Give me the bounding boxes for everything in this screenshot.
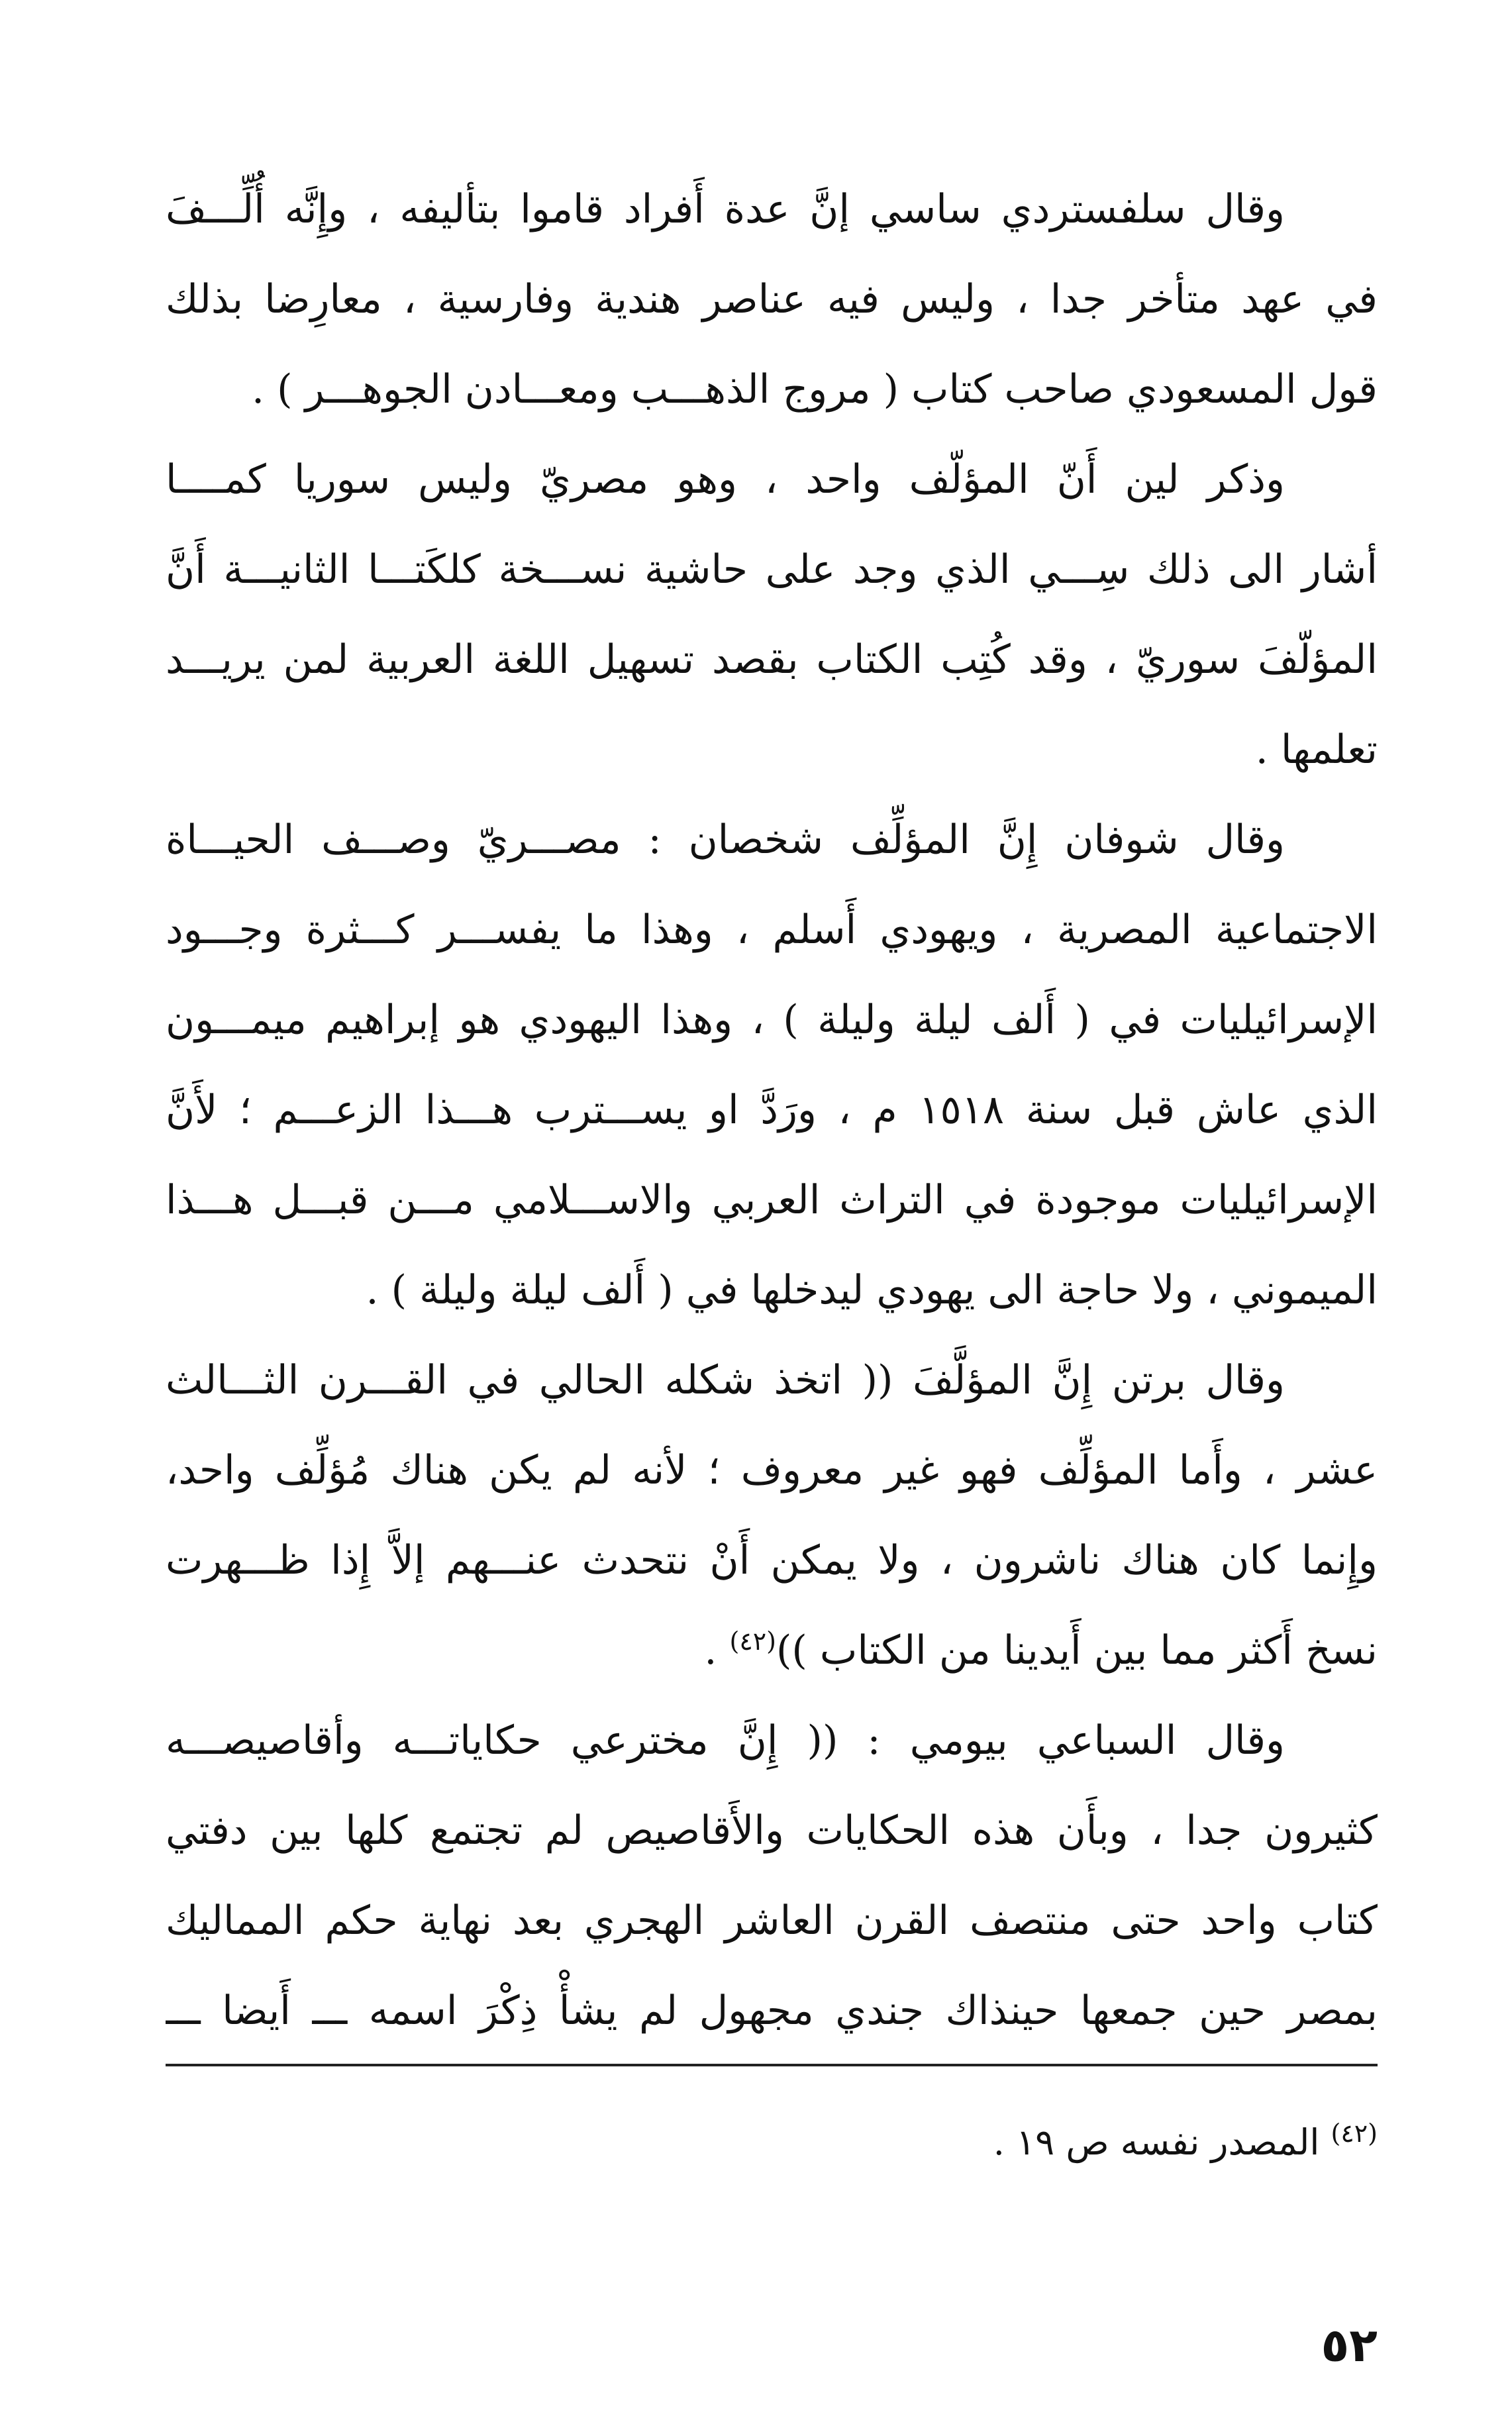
footnote-marker: (٤٢) (1331, 2119, 1378, 2148)
text-line: وذكر لين أَنّ المؤلّف واحد ، وهو مصريّ وليس سوريا كمــــا (166, 456, 1285, 503)
text-line: بمصر حين جمعها حينذاك جندي مجهول لم يشأْ ذِكْرَ اسمه ـــ أَيضا ـــ (166, 1988, 1378, 2034)
line-tail: . (704, 1627, 730, 1674)
text-line: الميموني ، ولا حاجة الى يهودي ليدخلها في ( أَلف ليلة وليلة ) . (366, 1267, 1378, 1313)
text-line: الإسرائيليات في ( أَلف ليلة وليلة ) ، وهذا اليهودي هو إبراهيم ميمـــون (166, 997, 1378, 1043)
page-number: ٥٢ (1321, 2318, 1378, 2372)
text-line: وقال برتن إِنَّ المؤلَّفَ (( اتخذ شكله الحالي في القـــرن الثـــالث (166, 1357, 1285, 1403)
line-text: نسخ أَكثر مما بين أَيدينا من الكتاب )) (776, 1627, 1378, 1674)
text-line: أشار الى ذلك سِـــي الذي وجد على حاشية نســـخة كلكَتـــا الثانيـــة أَنَّ (166, 546, 1378, 593)
text-line: الذي عاش قبل سنة ١٥١٨ م ، ورَدَّ او يســـترب هـــذا الزعـــم ؛ لأَنَّ (166, 1087, 1378, 1133)
text-line: في عهد متأخر جدا ، وليس فيه عناصر هندية وفارسية ، معارِضا بذلك (166, 276, 1378, 323)
text-line: الإسرائيليات موجودة في التراث العربي والاســـلامي مـــن قبـــل هـــذا (166, 1177, 1378, 1223)
text-line: وإِنما كان هناك ناشرون ، ولا يمكن أَنْ نتحدث عنـــهم إلاَّ إِذا ظـــهرت (166, 1537, 1378, 1584)
text-line: تعلمها . (1255, 727, 1378, 773)
body-text (166, 164, 1378, 2056)
footnote-reference: (٤٢) (729, 1627, 776, 1656)
text-line: عشر ، وأَما المؤلِّف فهو غير معروف ؛ لأنه لم يكن هناك مُؤلِّف واحد، (166, 1447, 1378, 1493)
text-line: وقال سلفستردي ساسي إنَّ عدة أَفراد قاموا بتأليفه ، وإِنَّه أُلِّـــفَ (166, 186, 1285, 232)
text-line: وقال السباعي بيومي : (( إِنَّ مخترعي حكاياتـــه وأقاصيصـــه (166, 1717, 1285, 1764)
text-line-with-footnote (166, 1605, 1378, 1696)
text-line: كثيرون جدا ، وبأَن هذه الحكايات والأَقاصيص لم تجتمع كلها بين دفتي (166, 1807, 1378, 1854)
text-line: المؤلّفَ سوريّ ، وقد كُتِب الكتاب بقصد تسهيل اللغة العربية لمن يريـــد (166, 636, 1378, 683)
text-line: قول المسعودي صاحب كتاب ( مروج الذهـــب ومعـــادن الجوهـــر ) . (251, 366, 1378, 413)
text-line: الاجتماعية المصرية ، ويهودي أَسلم ، وهذا ما يفســـر كـــثرة وجـــود (166, 907, 1378, 953)
text-line: وقال شوفان إِنَّ المؤلِّف شخصان : مصـــريّ وصـــف الحيـــاة (166, 817, 1285, 863)
footnote (166, 2113, 1378, 2172)
footnote-text: المصدر نفسه ص ١٩ . (993, 2121, 1320, 2163)
text-line: كتاب واحد حتى منتصف القرن العاشر الهجري بعد نهاية حكم المماليك (166, 1898, 1378, 1944)
footnote-divider (166, 2064, 1378, 2066)
